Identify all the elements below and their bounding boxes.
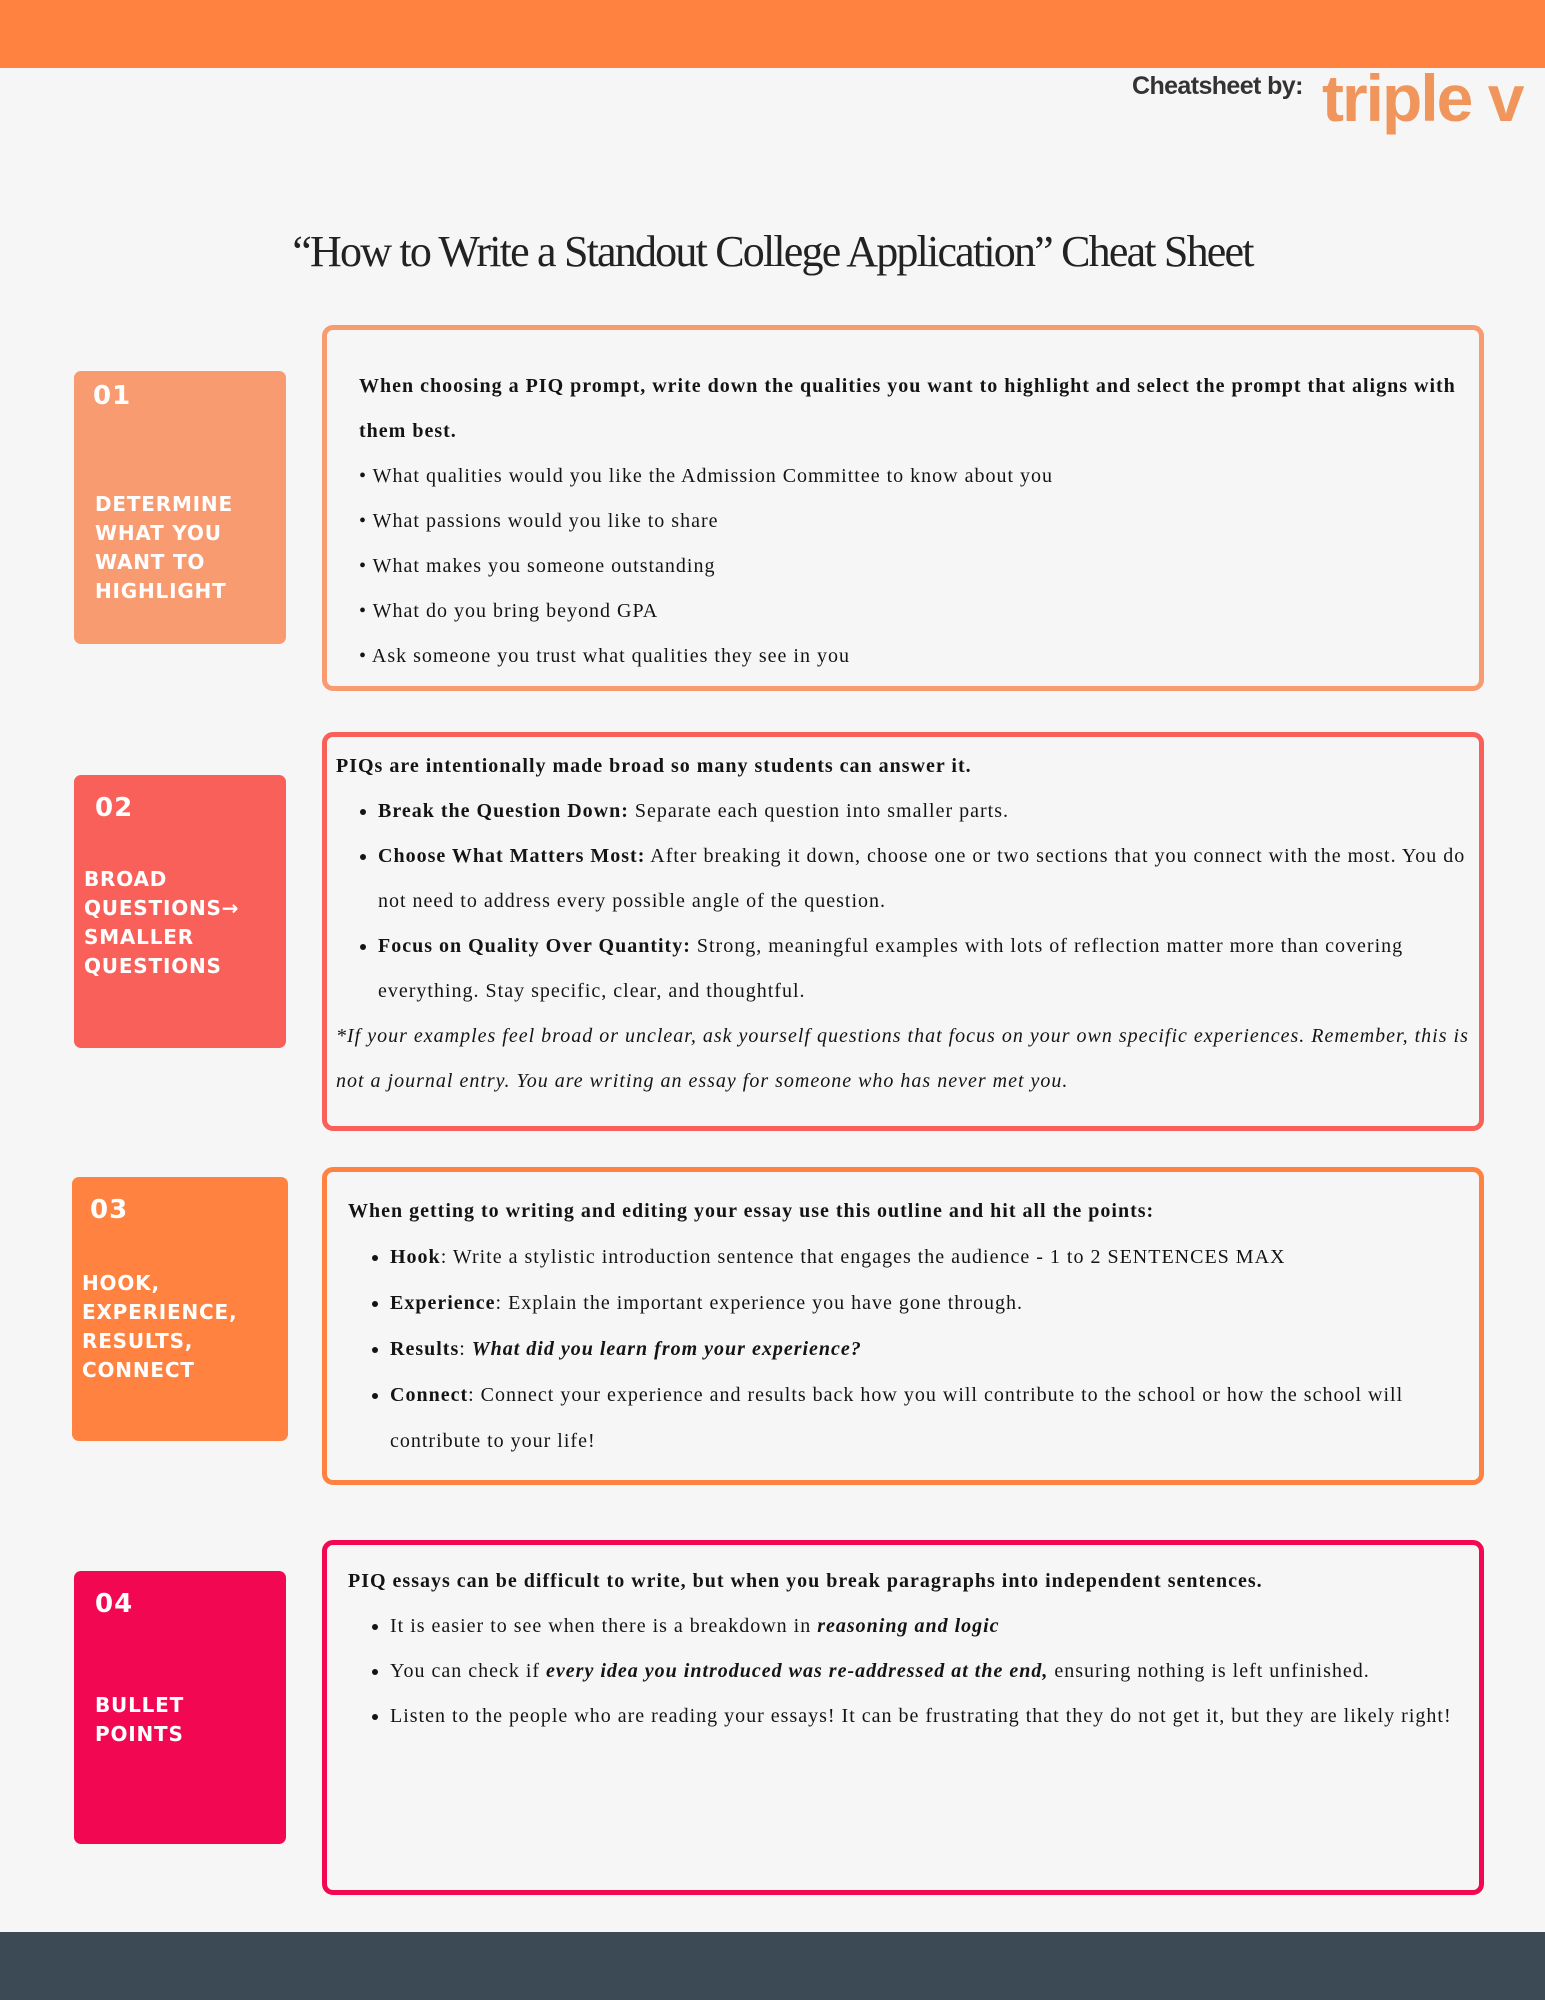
item-text: After breaking it down, choose one or two sections that you connect with the most. You do not need to address every possible angle of the question. — [378, 845, 1466, 912]
bottom-bar — [0, 1932, 1545, 2000]
section-2-number: 02 — [95, 793, 134, 823]
section-1-lead: When choosing a PIQ prompt, write down the qualities you want to highlight and select the prompt that aligns with them best. — [359, 375, 1456, 442]
item-bold: Connect — [390, 1384, 469, 1406]
item-text: Separate each question into smaller parts. — [628, 800, 1009, 822]
section-2-list — [336, 789, 1471, 1014]
list-item — [390, 1326, 1459, 1372]
list-item: • What do you bring beyond GPA — [359, 600, 659, 622]
section-1-title: DETERMINE WHAT YOU WANT TO HIGHLIGHT — [95, 492, 233, 603]
section-3-label — [72, 1177, 288, 1441]
list-item: • You can check if every idea you introduced was re-addressed at the end, ensuring nothing is left unfinished. — [390, 1649, 1459, 1694]
section-4-number: 04 — [95, 1589, 134, 1619]
top-bar — [0, 0, 1545, 68]
item-bold: Hook — [390, 1246, 441, 1268]
list-item: • Listen to the people who are reading your essays! It can be frustrating that they do not get it, but they are likely right! — [390, 1694, 1459, 1739]
section-2-lead: PIQs are intentionally made broad so many students can answer it. — [336, 755, 972, 777]
item-emphasis: every idea you introduced was re-addressed at the end, — [546, 1660, 1049, 1682]
list-item: • Ask someone you trust what qualities they see in you — [359, 645, 850, 667]
section-3-card — [322, 1167, 1484, 1485]
item-text: : Connect your experience and results back how you will contribute to the school or how the school will contribute to your life! — [390, 1384, 1404, 1452]
list-item — [390, 1234, 1459, 1280]
section-4-label — [74, 1571, 286, 1844]
list-item — [378, 789, 1471, 834]
item-text: : Write a stylistic introduction sentence that engages the audience - 1 to 2 SENTENCES MAX — [440, 1246, 1286, 1268]
section-3-title: HOOK, EXPERIENCE, RESULTS, CONNECT — [82, 1271, 238, 1382]
item-bold: Focus on Quality Over Quantity: — [378, 935, 691, 957]
cheatsheet-by-text: Cheatsheet by: — [1132, 72, 1303, 100]
section-1-label — [74, 371, 286, 644]
item-text: Strong, meaningful examples with lots of reflection matter more than covering everything. Stay specific, clear, and thoughtful. — [378, 935, 1404, 1002]
section-1-card — [322, 325, 1484, 691]
section-4-card — [322, 1540, 1484, 1895]
section-2-label — [74, 775, 286, 1048]
list-item: • It is easier to see when there is a breakdown in reasoning and logic — [390, 1604, 1459, 1649]
list-item: • What makes you someone outstanding — [359, 555, 716, 577]
item-emphasis: What did you learn from your experience? — [471, 1338, 862, 1360]
section-2-title: BROAD QUESTIONS→ SMALLER QUESTIONS — [84, 867, 240, 978]
item-text: : — [459, 1338, 472, 1360]
item-emphasis: reasoning and logic — [817, 1615, 1000, 1637]
item-bold: Results — [390, 1338, 460, 1360]
item-text: : Explain the important experience you have gone through. — [495, 1292, 1023, 1314]
list-item — [378, 834, 1471, 924]
list-item — [390, 1372, 1459, 1464]
section-4-list — [348, 1604, 1459, 1739]
item-bold: Experience — [390, 1292, 496, 1314]
section-2-card — [322, 732, 1484, 1131]
item-bold: Break the Question Down: — [378, 800, 629, 822]
list-item — [390, 1280, 1459, 1326]
section-4-title: BULLET POINTS — [95, 1693, 185, 1746]
section-2-note: *If your examples feel broad or unclear, ask yourself questions that focus on your own specific experiences. Remember, this is not a journal entry. You are writing an essay for someone who has never met you. — [336, 1025, 1469, 1092]
list-item: • What passions would you like to share — [359, 510, 719, 532]
section-1-number: 01 — [93, 381, 132, 411]
section-4-lead: PIQ essays can be difficult to write, but when you break paragraphs into independent sentences. — [348, 1570, 1263, 1592]
list-item: • What qualities would you like the Admission Committee to know about you — [359, 465, 1054, 487]
item-bold: Choose What Matters Most: — [378, 845, 646, 867]
page-title: “How to Write a Standout College Application” Cheat Sheet — [292, 227, 1253, 276]
section-3-lead: When getting to writing and editing your essay use this outline and hit all the points: — [348, 1200, 1155, 1222]
section-3-list — [348, 1234, 1459, 1464]
brand-logo: triple v — [1322, 61, 1523, 135]
section-3-number: 03 — [90, 1195, 129, 1225]
list-item — [378, 924, 1471, 1014]
